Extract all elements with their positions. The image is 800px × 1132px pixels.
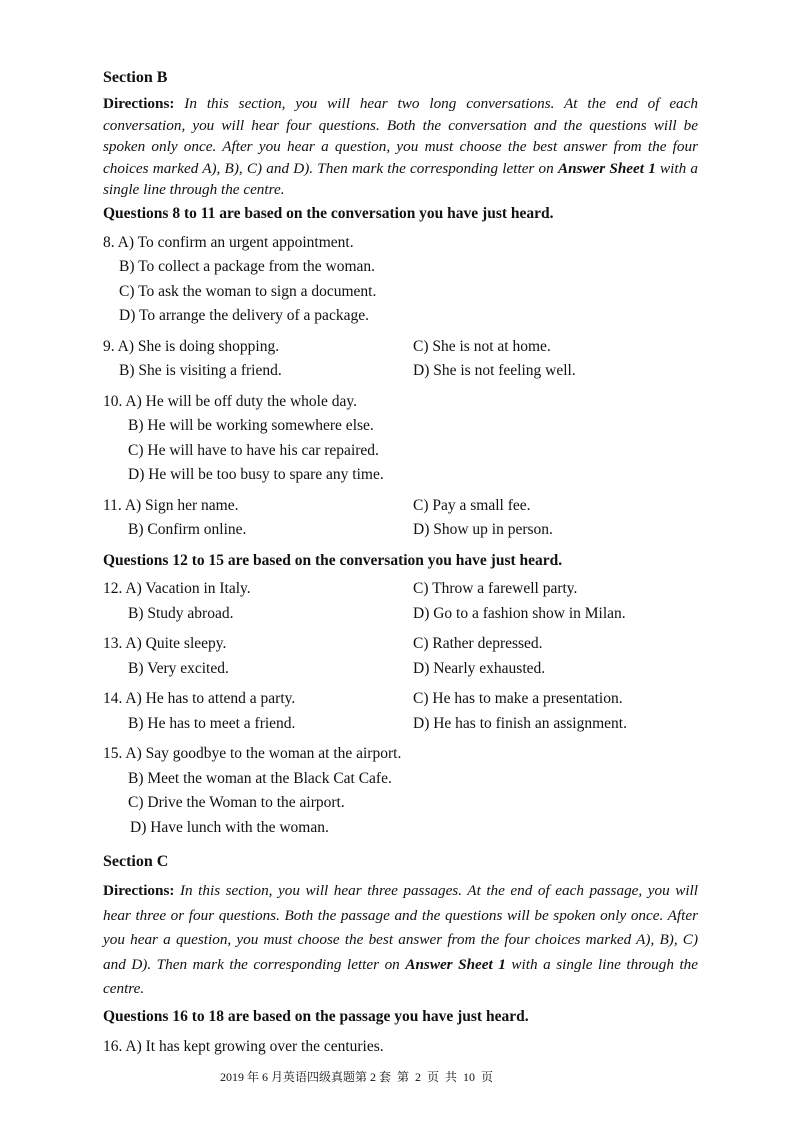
section-b-directions (103, 93, 698, 201)
question-15-option-b: B) Meet the woman at the Black Cat Cafe. (128, 770, 392, 787)
question-13-option-a: 13. A) Quite sleepy. (103, 635, 227, 652)
question-10-option-a: 10. A) He will be off duty the whole day. (103, 393, 357, 410)
question-16-option-a: 16. A) It has kept growing over the centuries. (103, 1038, 384, 1055)
question-14-option-c: C) He has to make a presentation. (413, 690, 623, 707)
question-10-option-c: C) He will have to have his car repaired. (128, 442, 379, 459)
question-group-heading: Questions 16 to 18 are based on the passage you have just heard. (103, 1008, 529, 1025)
question-8-option-b: B) To collect a package from the woman. (119, 258, 376, 275)
question-15-option-d: D) Have lunch with the woman. (130, 819, 329, 836)
page-footer: 2019 年 6 月英语四级真题第 2 套 第 2 页 共 10 页 (220, 1070, 494, 1084)
directions-label: Directions: (103, 95, 175, 112)
question-10-option-d: D) He will be too busy to spare any time. (128, 466, 384, 483)
question-8-option-c: C) To ask the woman to sign a document. (119, 283, 377, 300)
question-11-option-b: B) Confirm online. (128, 521, 247, 538)
question-13-option-c: C) Rather depressed. (413, 635, 543, 652)
answer-sheet-label: Answer Sheet 1 (405, 955, 506, 973)
directions-label: Directions: (103, 882, 175, 899)
question-15-option-a: 15. A) Say goodbye to the woman at the airport. (103, 745, 402, 762)
question-11-option-c: C) Pay a small fee. (413, 497, 531, 514)
question-12-option-c: C) Throw a farewell party. (413, 580, 578, 597)
question-group-heading: Questions 8 to 11 are based on the conversation you have just heard. (103, 205, 554, 222)
question-15-option-c: C) Drive the Woman to the airport. (128, 794, 345, 811)
question-8-option-a: 8. A) To confirm an urgent appointment. (103, 234, 354, 251)
question-11-option-d: D) Show up in person. (413, 521, 553, 538)
question-14-option-b: B) He has to meet a friend. (128, 715, 296, 732)
question-14-option-d: D) He has to finish an assignment. (413, 715, 627, 732)
question-9-option-d: D) She is not feeling well. (413, 362, 576, 379)
directions-text-end: with a single line through the centre. (103, 955, 699, 997)
section-b-title: Section B (103, 69, 168, 86)
directions-text: In this section, you will hear three passages. At the end of each passage, you will hear three or four questions. Both the passage and the questions will be spoken only once. After you hear a question, you must choose the best answer from the four choices marked A), B), C) and D). Then mark the corresponding letter on (103, 882, 698, 973)
question-12-option-b: B) Study abroad. (128, 605, 234, 622)
section-c-directions (103, 879, 698, 1002)
question-9-option-b: B) She is visiting a friend. (119, 362, 282, 379)
question-13-option-b: B) Very excited. (128, 660, 229, 677)
section-c-title: Section C (103, 853, 169, 870)
question-group-heading: Questions 12 to 15 are based on the conversation you have just heard. (103, 552, 563, 569)
question-13-option-d: D) Nearly exhausted. (413, 660, 546, 677)
question-12-option-d: D) Go to a fashion show in Milan. (413, 605, 626, 622)
question-9-option-a: 9. A) She is doing shopping. (103, 338, 280, 355)
directions-text: In this section, you will hear two long conversations. At the end of each conversation, you will hear four questions. Both the conversation and the questions will be spoken only once. After you hear a question, you must choose the best answer from the four choices marked A), B), C) and D). Then mark the corresponding letter on (103, 95, 698, 177)
directions-text-end: with a single line through the centre. (103, 159, 698, 198)
question-10-option-b: B) He will be working somewhere else. (128, 417, 374, 434)
answer-sheet-label: Answer Sheet 1 (557, 159, 656, 177)
question-11-option-a: 11. A) Sign her name. (103, 497, 239, 514)
question-8-option-d: D) To arrange the delivery of a package. (119, 307, 369, 324)
question-9-option-c: C) She is not at home. (413, 338, 551, 355)
question-14-option-a: 14. A) He has to attend a party. (103, 690, 296, 707)
question-12-option-a: 12. A) Vacation in Italy. (103, 580, 251, 597)
